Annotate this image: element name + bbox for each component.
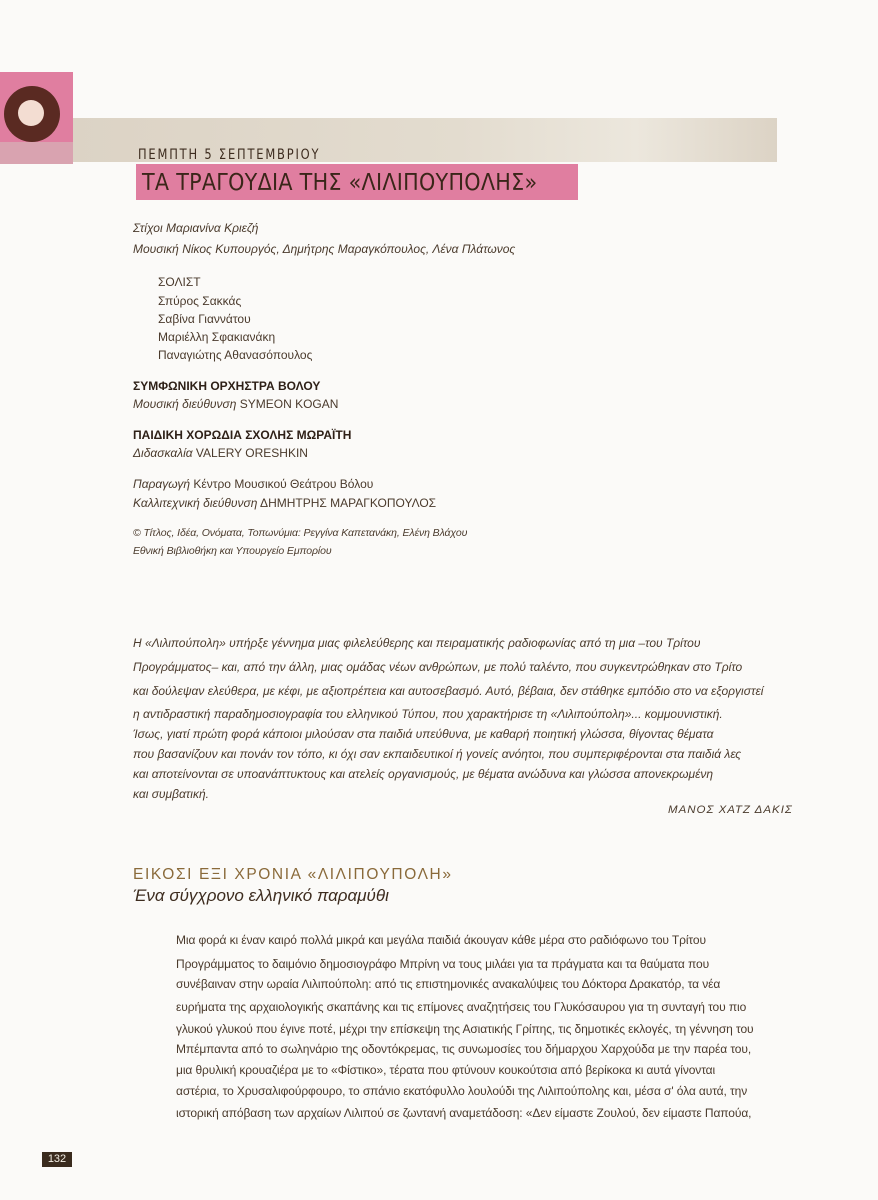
quote-line: και συμβατική.: [133, 787, 209, 801]
page-title: ΤΑ ΤΡΑΓΟΥΔΙΑ ΤΗΣ «ΛΙΛΙΠΟΥΠΟΛΗΣ»: [142, 170, 538, 196]
soloist-name: Παναγιώτης Αθανασόπουλος: [158, 348, 313, 362]
soloist-name: Μαριέλλη Σφακιανάκη: [158, 330, 276, 344]
production-label: Παραγωγή: [133, 477, 191, 491]
body-line: συνέβαιναν στην ωραία Λιλιπούπολη: από τις επιστημονικές ανακαλύψεις του Δόκτορα Δρακατόρ, τα νέα: [176, 977, 721, 991]
orchestra-director-label: Μουσική διεύθυνση: [133, 397, 237, 411]
artistic-label: Καλλιτεχνική διεύθυνση: [133, 496, 258, 510]
quote-line: Ίσως, γιατί πρώτη φορά κάποιοι μιλούσαν στα παιδιά υπεύθυνα, με καθαρή ποιητική γλώσσα, θίγοντας θέματα: [133, 727, 714, 741]
choir-teacher: [133, 446, 308, 460]
doll-dress: [0, 142, 73, 164]
title-box: [136, 164, 578, 200]
lyrics-label: Στίχοι: [133, 221, 163, 235]
section-subheading: Ένα σύγχρονο ελληνικό παραμύθι: [133, 886, 389, 905]
body-line: ευρήματα της αρχαιολογικής σκαπάνης και τις επίμονες αναζητήσεις του Γλυκόσαυρου για τη συνταγή του πιο: [176, 1000, 747, 1014]
page-number: 132: [42, 1152, 72, 1167]
production-credit: [133, 477, 373, 491]
quote-line: και αποτείνονται σε υποανάπτυκτους και ατελείς οργανισμούς, με θέματα ανώδυνα και γλώσσα απονεκρωμένη: [133, 767, 714, 781]
body-line: μια θρυλική κρουαζιέρα με το «Φίστικο», τέρατα που φτύνουν κουκούτσια από βερίκοκα κι αυτά γίνονται: [176, 1063, 716, 1077]
body-line: ιστορική απόβαση των αρχαίων Λιλιπού σε ζωντανή αναμετάδοση: «Δεν είμαστε Ζουλού, δεν είμαστε Παπούα,: [176, 1106, 752, 1120]
choir-teacher-label: Διδασκαλία: [133, 446, 193, 460]
music-names: Νίκος Κυπουργός, Δημήτρης Μαραγκόπουλος, Λένα Πλάτωνος: [182, 242, 516, 256]
lyrics-name: Μαριανίνα Κριεζή: [166, 221, 259, 235]
production-name: Κέντρο Μουσικού Θεάτρου Βόλου: [193, 477, 374, 491]
body-line: Μπέμπαντα από το σωληνάριο της οδοντόκρεμας, τις συνωμοσίες του δήμαρχου Χαρχούδα με την παρέα του,: [176, 1042, 752, 1056]
quote-line: Η «Λιλιπούπολη» υπήρξε γέννημα μιας φιλελεύθερης και πειραματικής ραδιοφωνίας από τη μια –του Τρίτου: [133, 636, 701, 650]
orchestra-name: ΣΥΜΦΩΝΙΚΗ ΟΡΧΗΣΤΡΑ ΒΟΛΟΥ: [133, 379, 321, 393]
artistic-credit: [133, 496, 436, 510]
soloists-label: ΣΟΛΙΣΤ: [158, 275, 201, 289]
choir-teacher-name: VALERY ORESHKIN: [195, 446, 308, 460]
quote-line: Προγράμματος– και, από την άλλη, μιας ομάδας νέων ανθρώπων, με πολύ ταλέντο, που συγκεντρώθηκαν στο Τρίτο: [133, 660, 743, 674]
event-date: ΠΕΜΠΤΗ 5 ΣΕΠΤΕΜΒΡΙΟΥ: [138, 147, 321, 163]
body-line: γλυκού γλυκού που έγινε ποτέ, μέχρι την επίσκεψη της Ασιατικής Γρίπης, τις δημοτικές εκλογές, τη γέννηση του: [176, 1022, 754, 1036]
doll-face: [18, 100, 44, 126]
doll-photo: [0, 72, 73, 164]
body-line: Προγράμματος το δαιμόνιο δημοσιογράφο Μπρίνη να τους μιλάει για τα πράγματα και τα θαύματα που: [176, 957, 710, 971]
music-label: Μουσική: [133, 242, 179, 256]
choir-name: ΠΑΙΔΙΚΗ ΧΟΡΩΔΙΑ ΣΧΟΛΗΣ ΜΩΡΑΪΤΗ: [133, 428, 352, 442]
copyright-line: Εθνική Βιβλιοθήκη και Υπουργείο Εμπορίου: [133, 545, 332, 557]
artistic-name: ΔΗΜΗΤΡΗΣ ΜΑΡΑΓΚΟΠΟΥΛΟΣ: [260, 496, 437, 510]
quote-line: που βασανίζουν και πονάν τον τόπο, κι όχι σαν εκπαιδευτικοί ή γονείς ανόητοι, που συμπεριφέρονται στα παιδιά λες: [133, 747, 742, 761]
quote-author: ΜΑΝΟΣ ΧΑΤΖ ΔΑΚΙΣ: [668, 804, 793, 816]
body-line: Μια φορά κι έναν καιρό πολλά μικρά και μεγάλα παιδιά άκουγαν κάθε μέρα στο ραδιόφωνο του Τρίτου: [176, 933, 706, 947]
soloist-name: Σαβίνα Γιαννάτου: [158, 312, 251, 326]
soloist-name: Σπύρος Σακκάς: [158, 294, 242, 308]
lyrics-credit: [133, 221, 258, 235]
orchestra-director-name: SYMEON KOGAN: [239, 397, 339, 411]
orchestra-director: [133, 397, 338, 411]
body-line: αστέρια, το Χρυσαλιφούρφουρο, το σπάνιο εκατόφυλλο λουλούδι της Λιλιπούπολης και, μέσα σ' όλα αυτά, την: [176, 1084, 748, 1098]
quote-line: και δούλεψαν ελεύθερα, με κέφι, με αξιοπρέπεια και αυτοσεβασμό. Αυτό, βέβαια, δεν στάθηκε εμπόδιο στο να εξοργιστεί: [133, 684, 764, 698]
copyright-line: © Τίτλος, Ιδέα, Ονόματα, Τοπωνύμια: Ρεγγίνα Καπετανάκη, Ελένη Βλάχου: [133, 527, 468, 539]
quote-line: η αντιδραστική παραδημοσιογραφία του ελληνικού Τύπου, που χαρακτήρισε τη «Λιλιπούπολη»... κομμουνιστική.: [133, 707, 723, 721]
music-credit: [133, 242, 515, 256]
section-heading: ΕΙΚΟΣΙ ΕΞΙ ΧΡΟΝΙΑ «ΛΙΛΙΠΟΥΠΟΛΗ»: [133, 866, 453, 883]
